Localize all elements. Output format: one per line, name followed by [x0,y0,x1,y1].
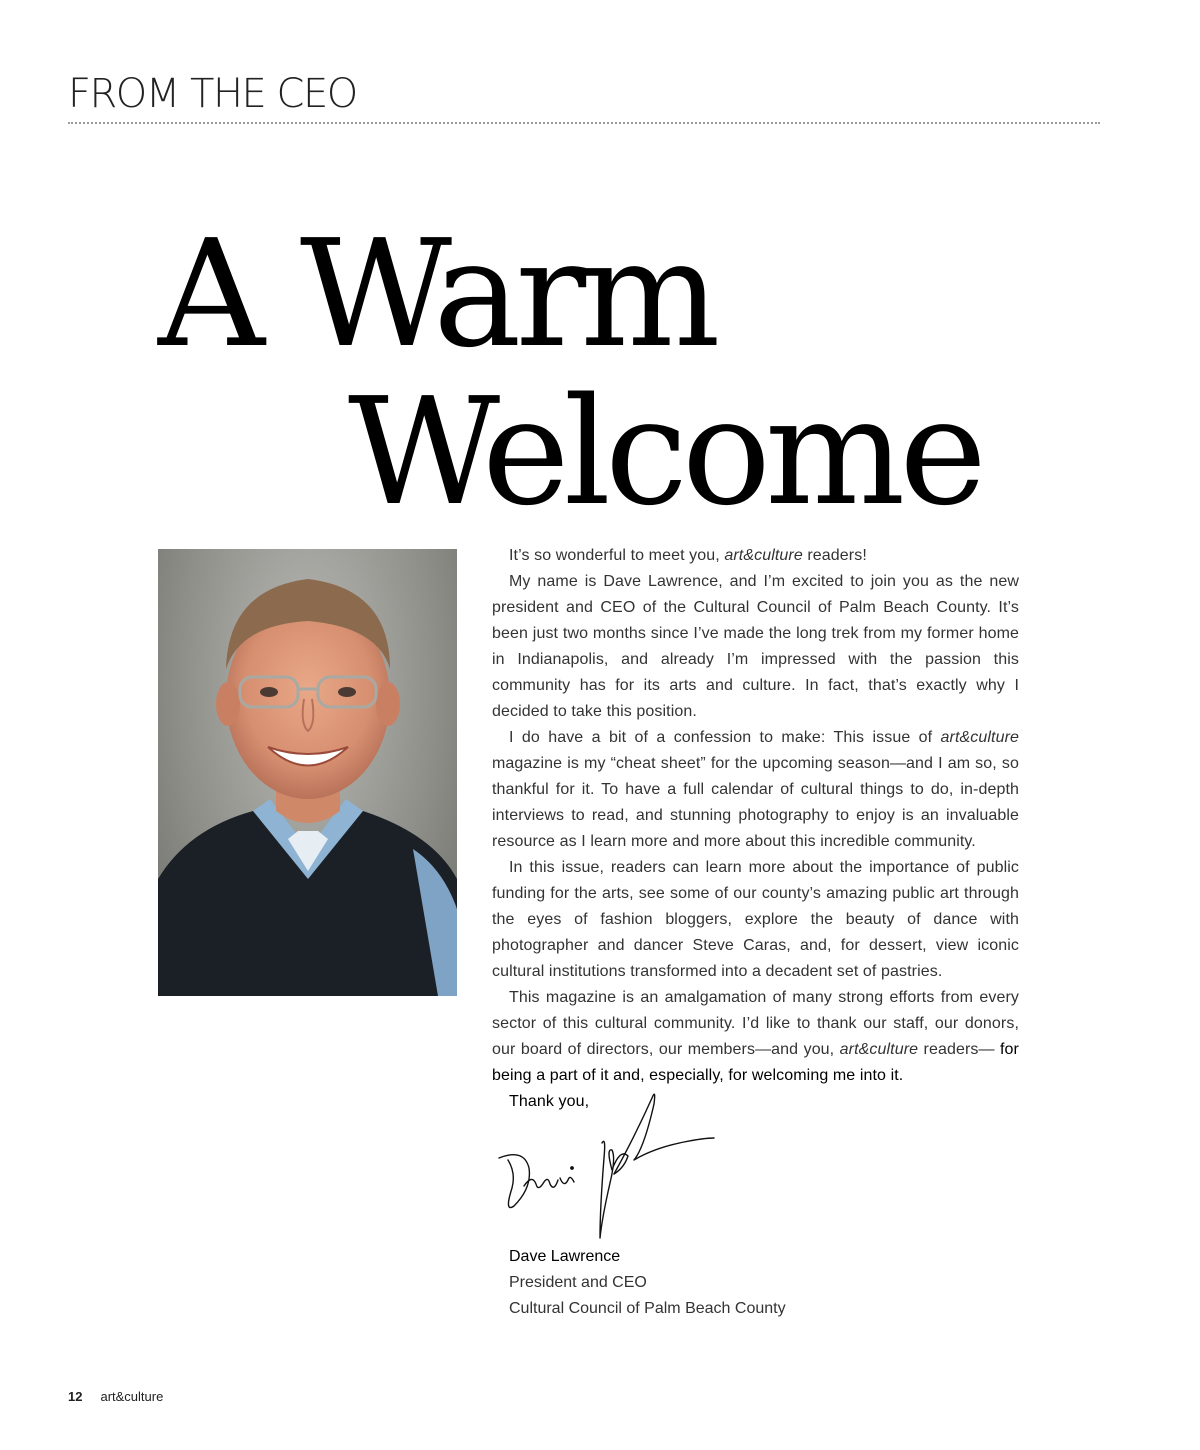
publication-name: art&culture [839,1041,919,1058]
signoff-organization: Cultural Council of Palm Beach County [509,1300,786,1317]
publication-name: art&culture [724,547,803,564]
letter-closing: Thank you, [509,1093,590,1110]
letter-paragraph: This magazine is an amalgamation of many strong efforts from every sector of this cultural community. I’d like to thank our staff, our donors, our board of directors, our members—and you, art&culture readers— for being a part of it and, especially, for welcoming me into it. [492,989,1019,1084]
ceo-portrait [158,549,457,996]
letter-paragraph: My name is Dave Lawrence, and I’m excited to join you as the new president and CEO of the Cultural Council of Palm Beach County. It’s been just two months since I’ve made the long trek from my former home in Indianapolis, and already I’m impressed with the passion this community has for its arts and culture. In fact, that’s exactly why I decided to take this position. [492,573,1019,720]
headline-line-1: A Warm [158,208,715,380]
signoff-block [509,1244,786,1322]
signoff-name: Dave Lawrence [509,1248,621,1265]
headline-line-2: Welcome [348,366,981,538]
handwritten-signature [494,1088,734,1248]
section-divider [68,122,1100,124]
publication-name: art&culture [940,729,1019,746]
ceo-letter [492,543,1019,1115]
page-footer [68,1389,163,1404]
letter-paragraph: In this issue, readers can learn more about the importance of public funding for the arts, see some of our county’s amazing public art through the eyes of fashion bloggers, explore the beauty of dance with photographer and dancer Steve Caras, and, for dessert, view iconic cultural institutions transformed into a decadent set of pastries. [492,859,1019,980]
section-label: FROM THE CEO [68,71,357,117]
signoff-title: President and CEO [509,1274,647,1291]
page-number: 12 [68,1389,83,1404]
publication-footer-name: art&culture [100,1389,164,1404]
letter-paragraph: It’s so wonderful to meet you, art&culture readers! [509,547,867,564]
letter-paragraph: I do have a bit of a confession to make: This issue of art&culture magazine is my “cheat sheet” for the upcoming season—and I am so, so thankful for it. To have a full calendar of cultural things to do, in-depth interviews to read, and stunning photography to enjoy is an invaluable resource as I learn more and more about this incredible community. [492,729,1019,850]
